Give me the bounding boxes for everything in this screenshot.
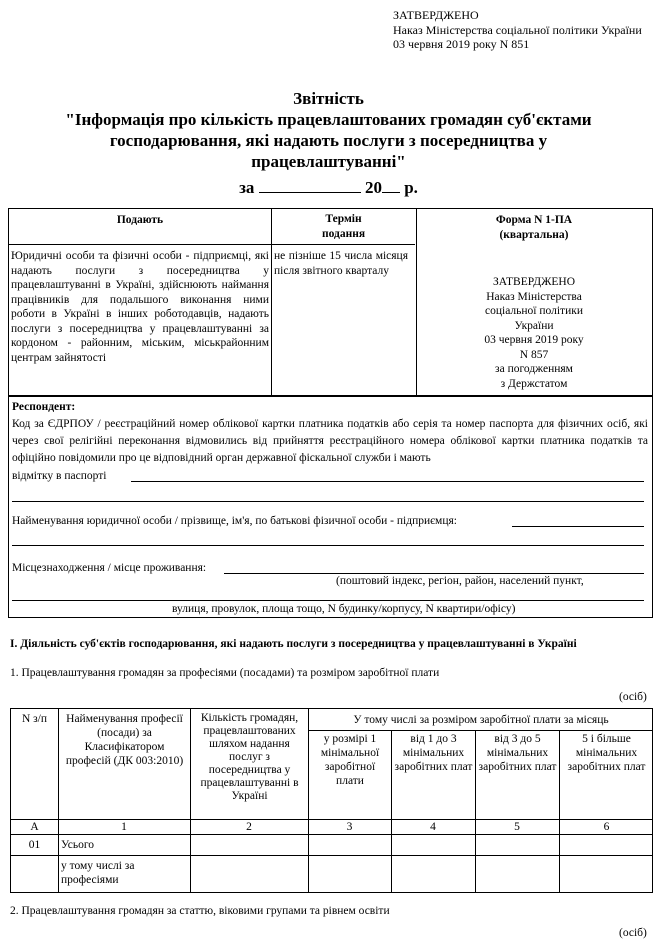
period-prefix: за (239, 178, 255, 197)
form-approval: ЗАТВЕРДЖЕНО Наказ Міністерства соціальної політики України 03 червня 2019 року N 857 за погодженням з Держстатом (484, 276, 584, 390)
approval-line-2: Наказ Міністерства соціальної політики України (393, 22, 642, 37)
title-line-2: "Інформація про кількість працевлаштованих громадян суб'єктами (65, 110, 592, 129)
cell-prof-s4[interactable] (559, 856, 654, 892)
col-header-salary-group: У тому числі за розміром заробітної плати за місяць (353, 714, 609, 726)
cell-prof-s3[interactable] (475, 856, 559, 892)
submitters-text: Юридичні особи та фізичні особи - підприємці, які надають послуги з посередництва у працевлаштуванні в Україні, здійснюють наймання працівників для подальшого виконання ними роботи в Україні в інших роботодавців, надають послуги з посередництва у працевлаштуванні за кордоном - районним, міським, міськрайонним центрам зайнятості (11, 250, 269, 364)
col-index: 6 (603, 821, 610, 833)
col-index: 1 (121, 821, 127, 833)
employment-by-profession-table (10, 708, 653, 893)
subsection-2-title: 2. Працевлаштування громадян за статтю, віковими групами та рівнем освіти (10, 905, 390, 917)
name-label: Найменування юридичної особи / прізвище, ім'я, по батькові фізичної особи - підприємця: (12, 515, 457, 527)
title-line-4: працевлаштуванні" (251, 152, 406, 171)
approval-stamp (393, 8, 642, 52)
col-index: 3 (346, 821, 353, 833)
code-field-extra-line[interactable] (12, 501, 644, 502)
form-number: Форма N 1-ПА (квартальна) (495, 214, 573, 241)
cell-prof-s2[interactable] (391, 856, 475, 892)
divider (308, 730, 652, 731)
reporting-period (0, 178, 657, 198)
row-name: Усього (61, 839, 95, 851)
respondent-block (8, 396, 653, 618)
unit-label: (осіб) (619, 691, 647, 703)
divider (58, 709, 59, 892)
col-header-num: N з/п (21, 713, 48, 725)
row-num: 01 (28, 839, 41, 851)
year-field[interactable] (382, 178, 400, 193)
period-suffix: р. (404, 178, 418, 197)
cell-total-count[interactable] (190, 835, 308, 855)
col-header-salary-3: від 3 до 5 мінімальних заробітних плат (478, 733, 557, 773)
code-field[interactable] (131, 481, 644, 482)
col-index: 4 (430, 821, 436, 833)
col-header-deadline: Термін подання (321, 213, 366, 240)
title-line-3: господарювання, які надають послуги з посередництва у (109, 131, 548, 150)
col-index: 2 (246, 821, 252, 833)
respondent-label: Респондент: (12, 401, 76, 413)
address-hint-1: (поштовий індекс, регіон, район, населений пункт, (336, 575, 584, 587)
col-header-count: Кількість громадян, працевлаштованих шляхом надання послуг з посередництва у працевлаштуванні в Україні (200, 712, 299, 802)
approval-line-3: 03 червня 2019 року N 851 (393, 37, 530, 51)
cell-prof-count[interactable] (190, 856, 308, 892)
period-year: 20 (364, 178, 382, 197)
unit-label-2: (осіб) (619, 927, 647, 939)
document-title (0, 88, 657, 172)
divider (9, 244, 415, 245)
submission-info-table (8, 208, 653, 396)
cell-total-s2[interactable] (391, 835, 475, 855)
cell-total-s3[interactable] (475, 835, 559, 855)
respondent-code-text-end: відмітку в паспорті (12, 470, 107, 482)
cell-total-s1[interactable] (308, 835, 391, 855)
subsection-1-title: 1. Працевлаштування громадян за професіями (посадами) та розміром заробітної плати (10, 667, 440, 679)
col-header-profession: Найменування професії (посади) за Класифікатором професій (ДК 003:2010) (65, 713, 184, 767)
col-header-salary-1: у розмірі 1 мінімальної заробітної плати (320, 733, 380, 787)
cell-prof-s1[interactable] (308, 856, 391, 892)
name-field-extra-line[interactable] (12, 545, 644, 546)
cell-total-s4[interactable] (559, 835, 654, 855)
col-header-salary-2: від 1 до 3 мінімальних заробітних плат (394, 733, 473, 773)
col-index: А (30, 821, 39, 833)
col-index: 5 (514, 821, 520, 833)
section-1-heading: I. Діяльність суб'єктів господарювання, які надають послуги з посередництва у працевлаштуванні в Україні (10, 638, 577, 650)
respondent-code-text: Код за ЄДРПОУ / реєстраційний номер облікової картки платника податків або серія та номер паспорта для фізичних осіб, які через свої релігійні переконання відмовились від прийняття реєстраційного номера облікової картки платника податків та офіційно повідомили про це відповідний орган державної фіскальної служби і мають (12, 418, 648, 464)
title-line-1: Звітність (293, 89, 364, 108)
period-field[interactable] (259, 178, 361, 193)
col-header-salary-4: 5 і більше мінімальних заробітних плат (567, 733, 646, 773)
location-label: Місцезнаходження / місце проживання: (12, 562, 207, 574)
address-hint-2: вулиця, провулок, площа тощо, N будинку/корпусу, N квартири/офісу) (172, 603, 516, 615)
name-field[interactable] (512, 526, 644, 527)
col-header-submitters: Подають (116, 214, 164, 226)
approval-line-1: ЗАТВЕРДЖЕНО (393, 8, 479, 22)
deadline-text: не пізніше 15 числа місяця після звітного кварталу (274, 250, 408, 277)
row-name: у тому числі за професіями (61, 860, 135, 886)
